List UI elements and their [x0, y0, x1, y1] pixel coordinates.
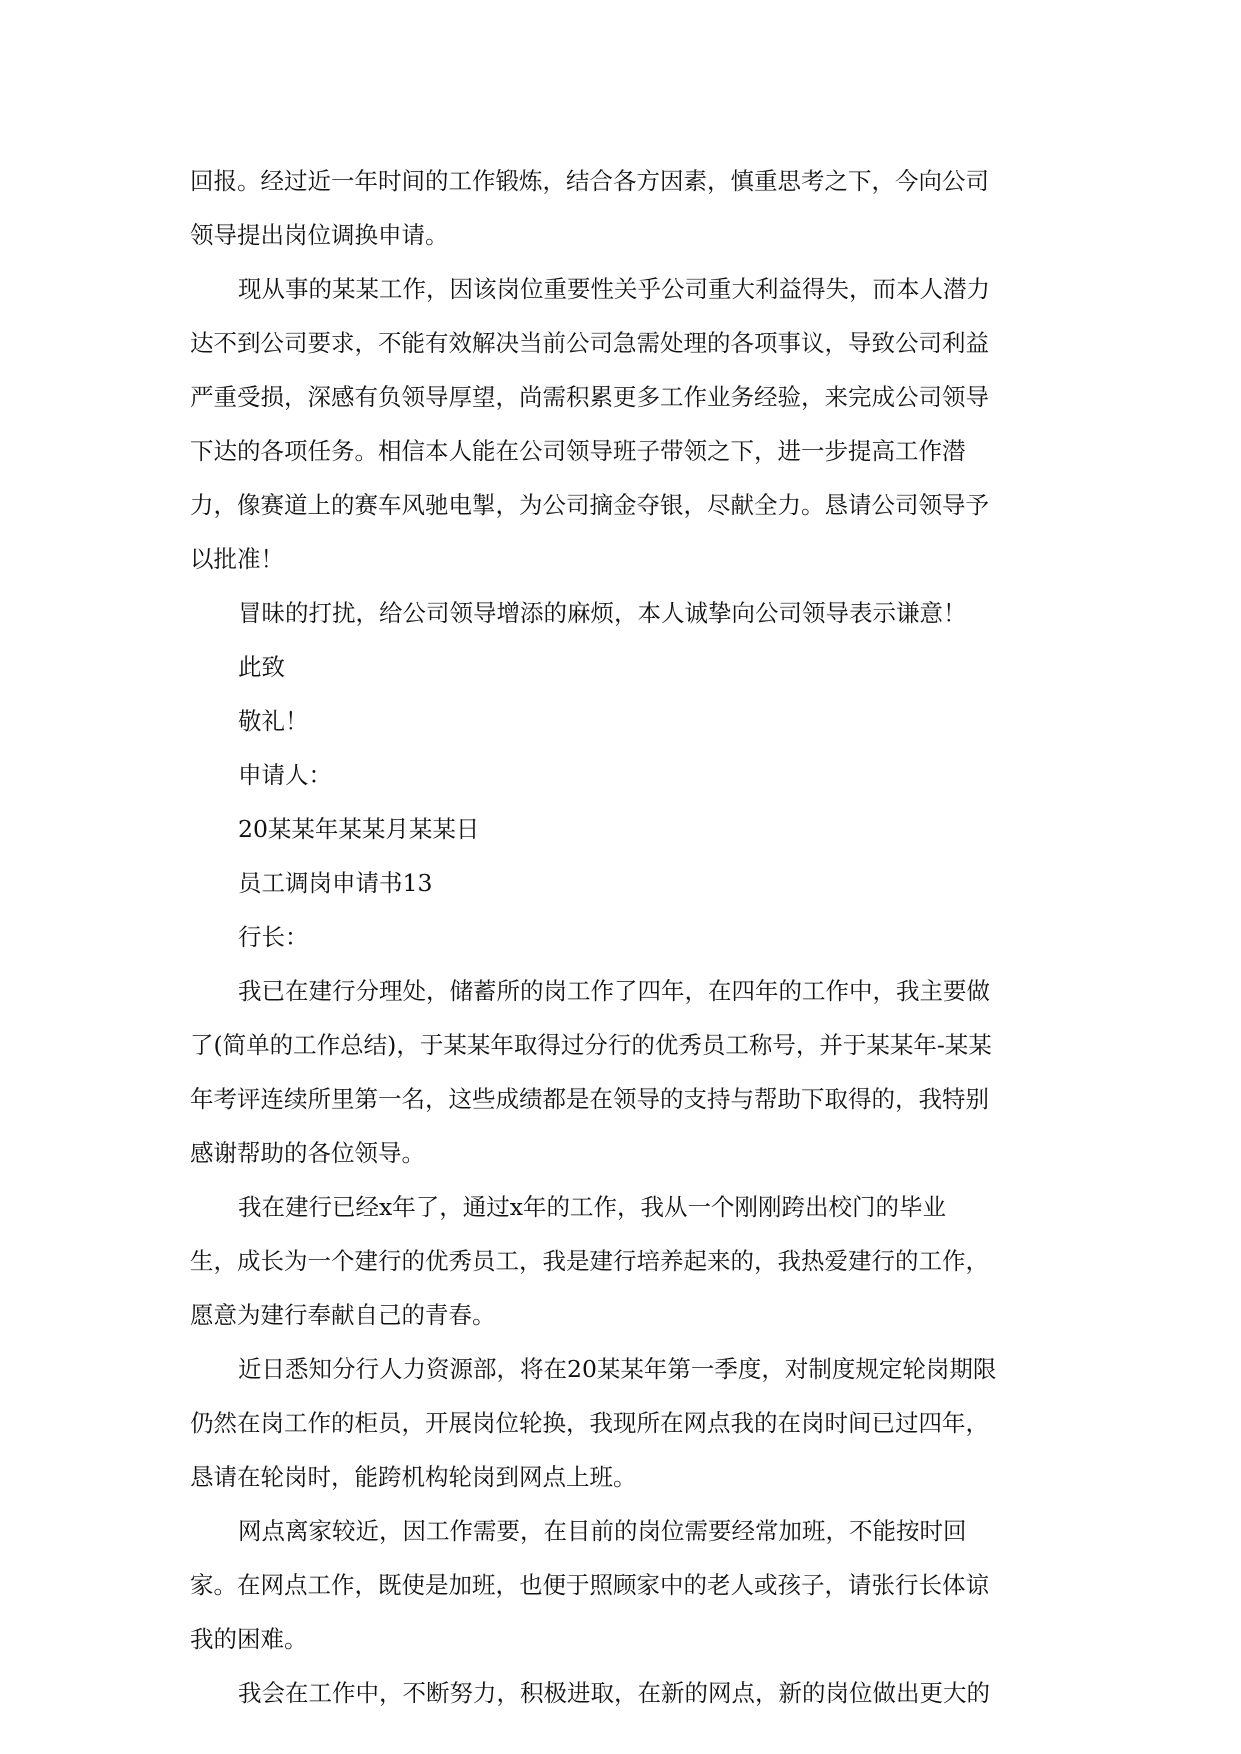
- text-line: 回报。经过近一年时间的工作锻炼，结合各方因素，慎重思考之下，今向公司: [190, 167, 989, 195]
- text-line: 申请人：: [238, 761, 332, 789]
- text-line: 20某某年某某月某某日: [238, 815, 480, 843]
- text-line: 网点离家较近，因工作需要，在目前的岗位需要经常加班，不能按时回: [238, 1517, 967, 1545]
- text-line: 行长：: [238, 923, 309, 951]
- text-line: 感谢帮助的各位领导。: [190, 1139, 425, 1167]
- document-body: [190, 154, 1050, 1720]
- text-line: 我已在建行分理处，储蓄所的岗工作了四年，在四年的工作中，我主要做: [238, 977, 990, 1005]
- text-line: 现从事的某某工作，因该岗位重要性关乎公司重大利益得失，而本人潜力: [238, 275, 990, 303]
- text-line: 生，成长为一个建行的优秀员工，我是建行培养起来的，我热爱建行的工作，: [190, 1247, 989, 1275]
- text-line: 领导提出岗位调换申请。: [190, 221, 449, 249]
- text-line: 我会在工作中，不断努力，积极进取，在新的网点，新的岗位做出更大的: [238, 1679, 990, 1707]
- text-line: 严重受损，深感有负领导厚望，尚需积累更多工作业务经验，来完成公司领导: [190, 383, 989, 411]
- text-line: 此致: [238, 653, 285, 681]
- text-line: 了(简单的工作总结)，于某某年取得过分行的优秀员工称号，并于某某年-某某: [190, 1031, 992, 1059]
- text-line: 达不到公司要求，不能有效解决当前公司急需处理的各项事议，导致公司利益: [190, 329, 989, 357]
- text-line: 我在建行已经x年了，通过x年的工作，我从一个刚刚跨出校门的毕业: [238, 1193, 947, 1221]
- text-line: 愿意为建行奉献自己的青春。: [190, 1301, 496, 1329]
- text-line: 以批准！: [190, 545, 284, 573]
- section-title: 员工调岗申请书13: [238, 869, 433, 897]
- text-line: 敬礼！: [238, 707, 309, 735]
- text-line: 力，像赛道上的赛车风驰电掣，为公司摘金夺银，尽献全力。恳请公司领导予: [190, 491, 989, 519]
- text-line: 我的困难。: [190, 1625, 308, 1653]
- text-line: 下达的各项任务。相信本人能在公司领导班子带领之下，进一步提高工作潜: [190, 437, 966, 465]
- text-line: 冒昧的打扰，给公司领导增添的麻烦，本人诚挚向公司领导表示谦意！: [238, 599, 967, 627]
- text-line: 家。在网点工作，既使是加班，也便于照顾家中的老人或孩子，请张行长体谅: [190, 1571, 989, 1599]
- text-line: 年考评连续所里第一名，这些成绩都是在领导的支持与帮助下取得的，我特别: [190, 1085, 989, 1113]
- text-line: 恳请在轮岗时，能跨机构轮岗到网点上班。: [190, 1463, 637, 1491]
- text-line: 近日悉知分行人力资源部，将在20某某年第一季度，对制度规定轮岗期限: [238, 1355, 997, 1383]
- text-line: 仍然在岗工作的柜员，开展岗位轮换，我现所在网点我的在岗时间已过四年，: [190, 1409, 989, 1437]
